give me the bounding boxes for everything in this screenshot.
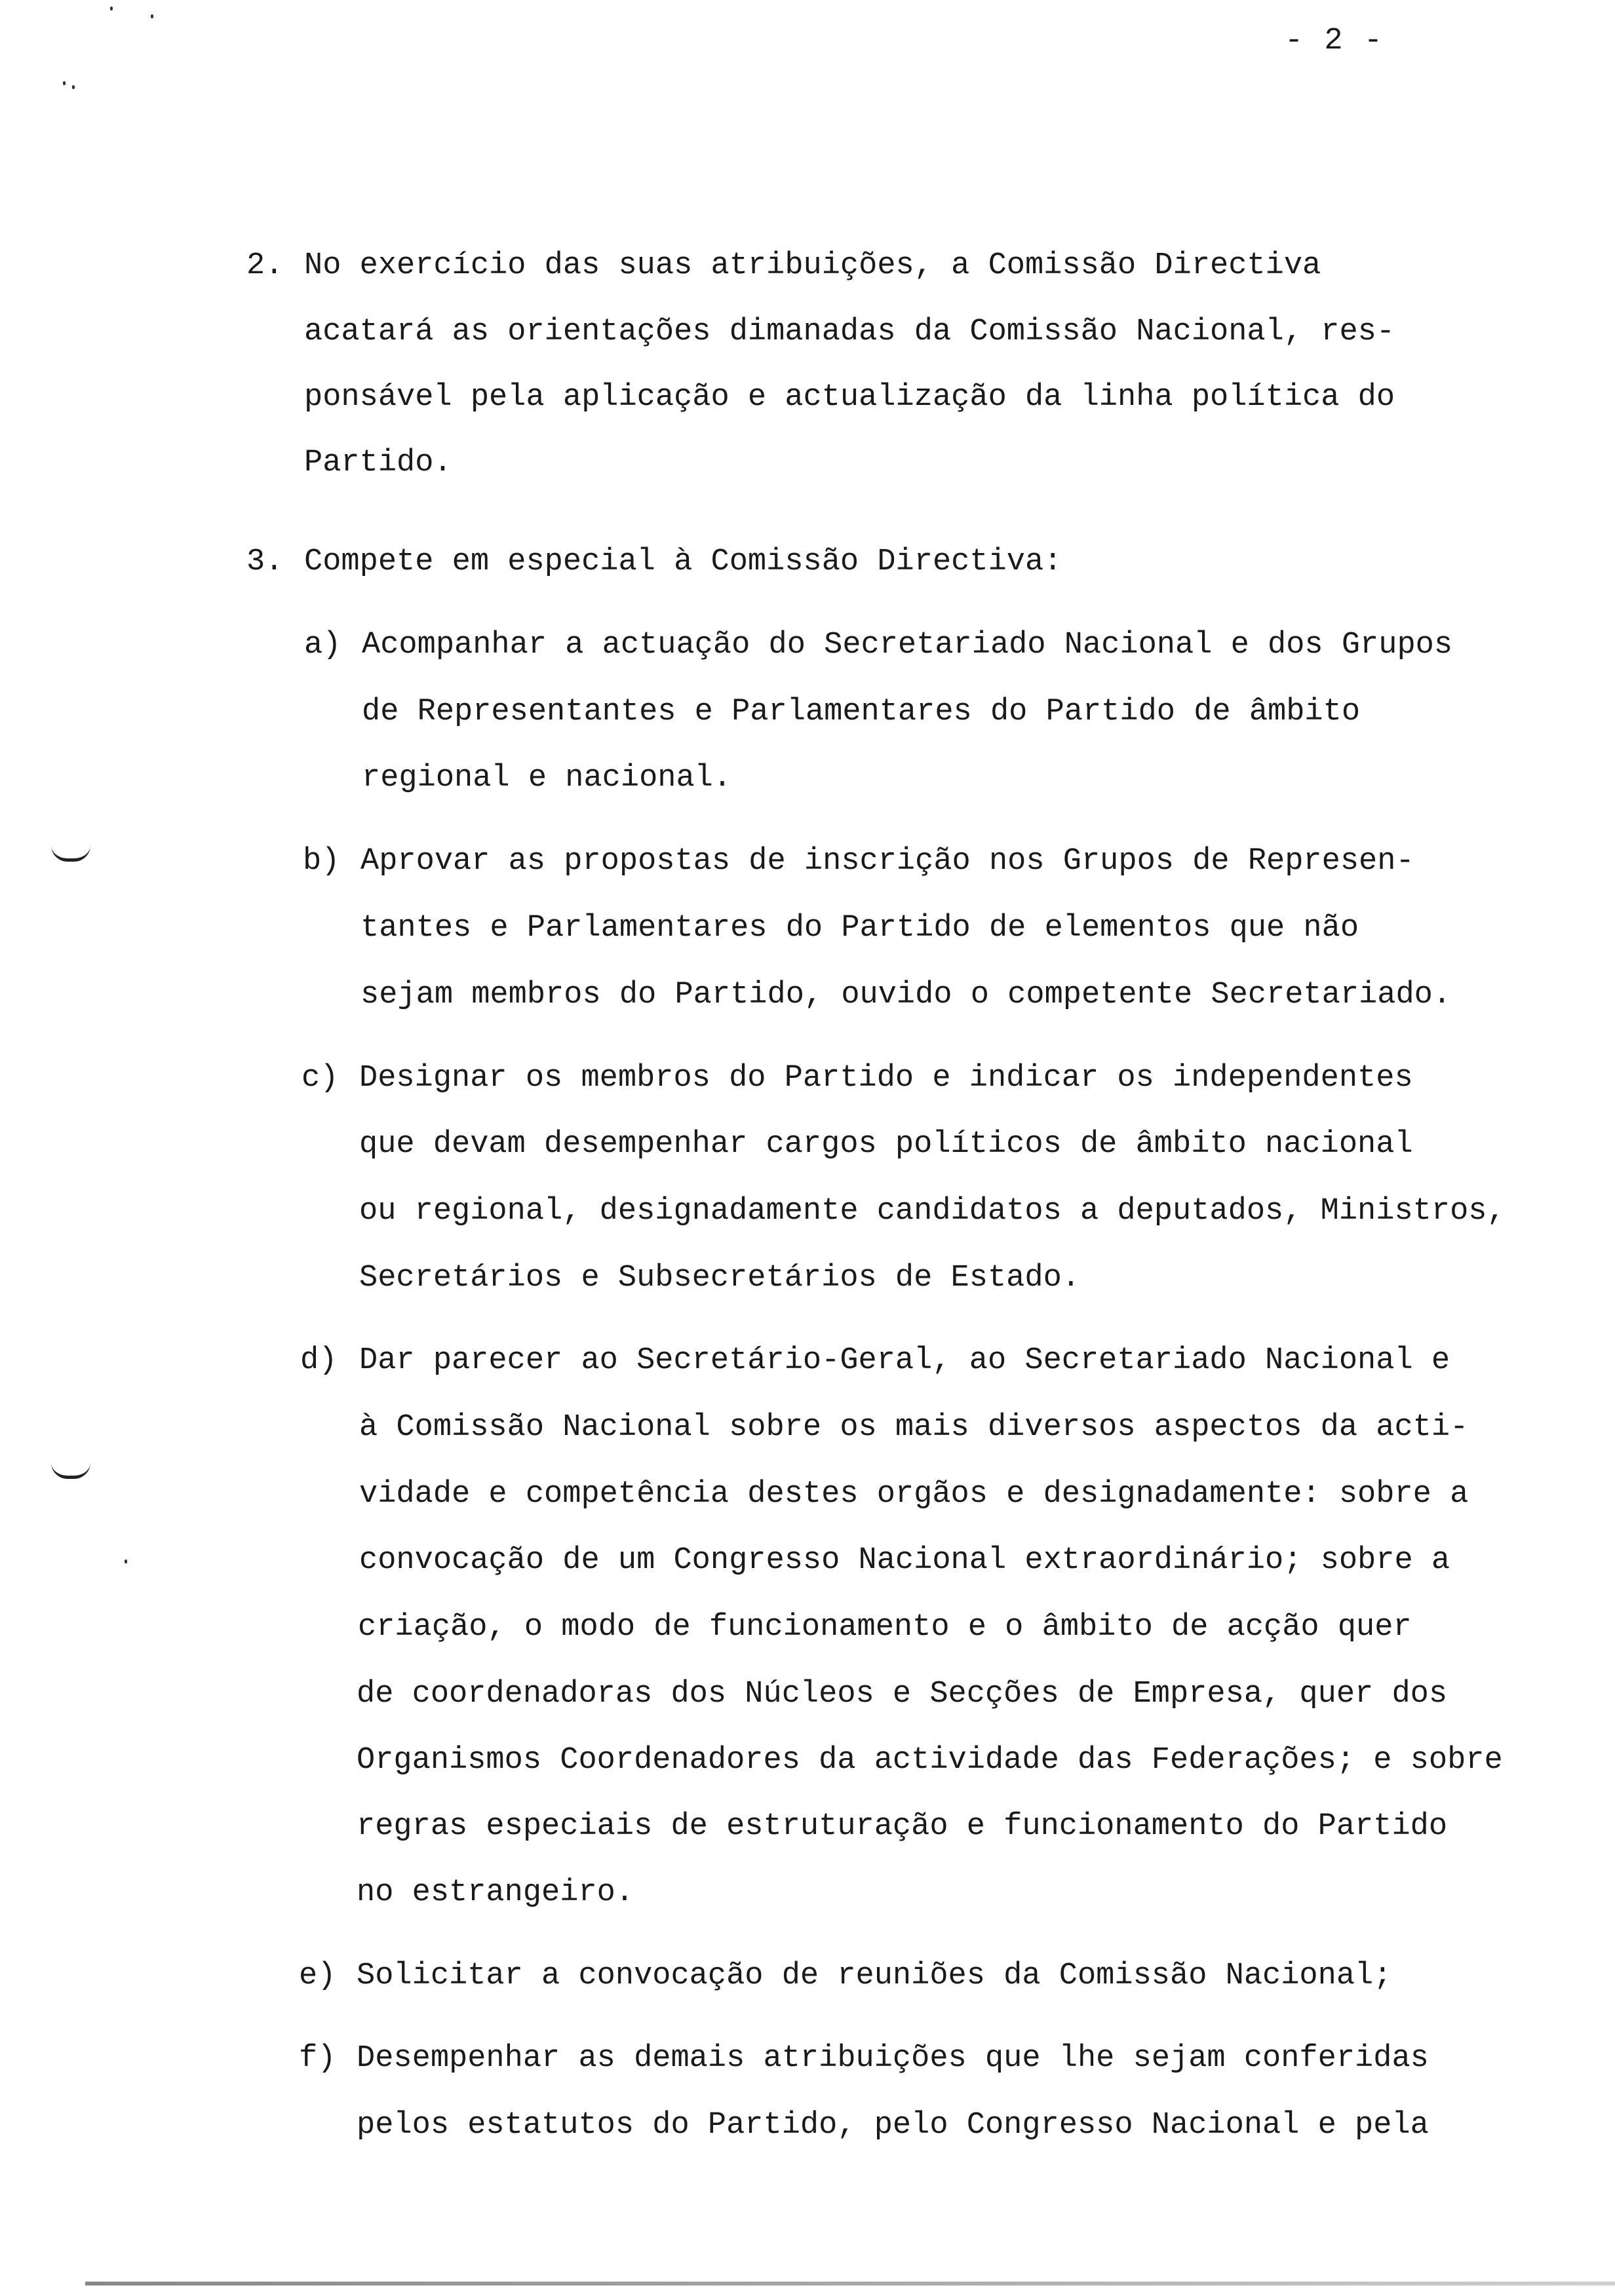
subitem-label: d) [300,1343,338,1378]
scan-speck [125,1559,127,1563]
paragraph-line: à Comissão Nacional sobre os mais diversos aspectos da acti- [359,1410,1469,1445]
paragraph-line: Desempenhar as demais atribuições que lhe sejam conferidas [357,2041,1429,2076]
paragraph-line: convocação de um Congresso Nacional extraordinário; sobre a [359,1543,1450,1578]
paragraph-line: criação, o modo de funcionamento e o âmbito de acção quer [358,1610,1412,1645]
page-number: - 2 - [1285,24,1384,58]
paragraph-line: no estrangeiro. [357,1875,634,1910]
paragraph-line: sejam membros do Partido, ouvido o competente Secretariado. [360,978,1452,1012]
scan-speck [72,85,75,89]
paragraph-line: Designar os membros do Partido e indicar os independentes [359,1061,1413,1096]
scan-speck [63,81,66,85]
paragraph-line: Dar parecer ao Secretário-Geral, ao Secretariado Nacional e [359,1343,1450,1378]
binder-hole-mark [51,1463,90,1479]
subitem-label: c) [302,1061,339,1096]
paragraph-line: vidade e competência destes orgãos e designadamente: sobre a [359,1477,1469,1512]
paragraph-line: Aprovar as propostas de inscrição nos Grupos de Represen- [360,844,1414,879]
paragraph-line: Solicitar a convocação de reuniões da Comissão Nacional; [357,1959,1392,1993]
paragraph-line: regional e nacional. [362,761,732,795]
binder-hole-mark [51,845,90,862]
paragraph-line: que devam desempenhar cargos políticos de âmbito nacional [359,1127,1413,1162]
subitem-label: f) [299,2041,336,2076]
paragraph-line: Acompanhar a actuação do Secretariado Nacional e dos Grupos [362,628,1453,662]
paragraph-line: Partido. [304,446,452,480]
paragraph-line: tantes e Parlamentares do Partido de elementos que não [360,911,1359,946]
paragraph-line: No exercício das suas atribuições, a Comissão Directiva [304,248,1321,283]
paragraph-line: Secretários e Subsecretários de Estado. [359,1261,1080,1295]
item-label: 2. [246,248,284,283]
paragraph-line: de Representantes e Parlamentares do Partido de âmbito [362,695,1361,729]
paragraph-line: ou regional, designadamente candidatos a deputados, Ministros, [359,1194,1506,1229]
subitem-label: e) [299,1959,336,1993]
paragraph-line: acatará as orientações dimanadas da Comissão Nacional, res- [304,315,1395,349]
paragraph-line: Organismos Coordenadores da actividade das Federações; e sobre [357,1743,1503,1778]
scan-speck [110,7,113,10]
paragraph-line: Compete em especial à Comissão Directiva: [304,545,1062,579]
scan-speck [151,14,153,18]
subitem-label: a) [304,628,341,662]
subitem-label: b) [303,844,340,879]
paragraph-line: ponsável pela aplicação e actualização da linha política do [304,380,1395,415]
paragraph-line: pelos estatutos do Partido, pelo Congresso Nacional e pela [357,2108,1429,2143]
paragraph-line: de coordenadoras dos Núcleos e Secções de Empresa, quer dos [357,1677,1448,1712]
paragraph-line: regras especiais de estruturação e funcionamento do Partido [357,1809,1448,1844]
scan-bottom-edge [85,2282,1615,2286]
item-label: 3. [246,545,284,579]
